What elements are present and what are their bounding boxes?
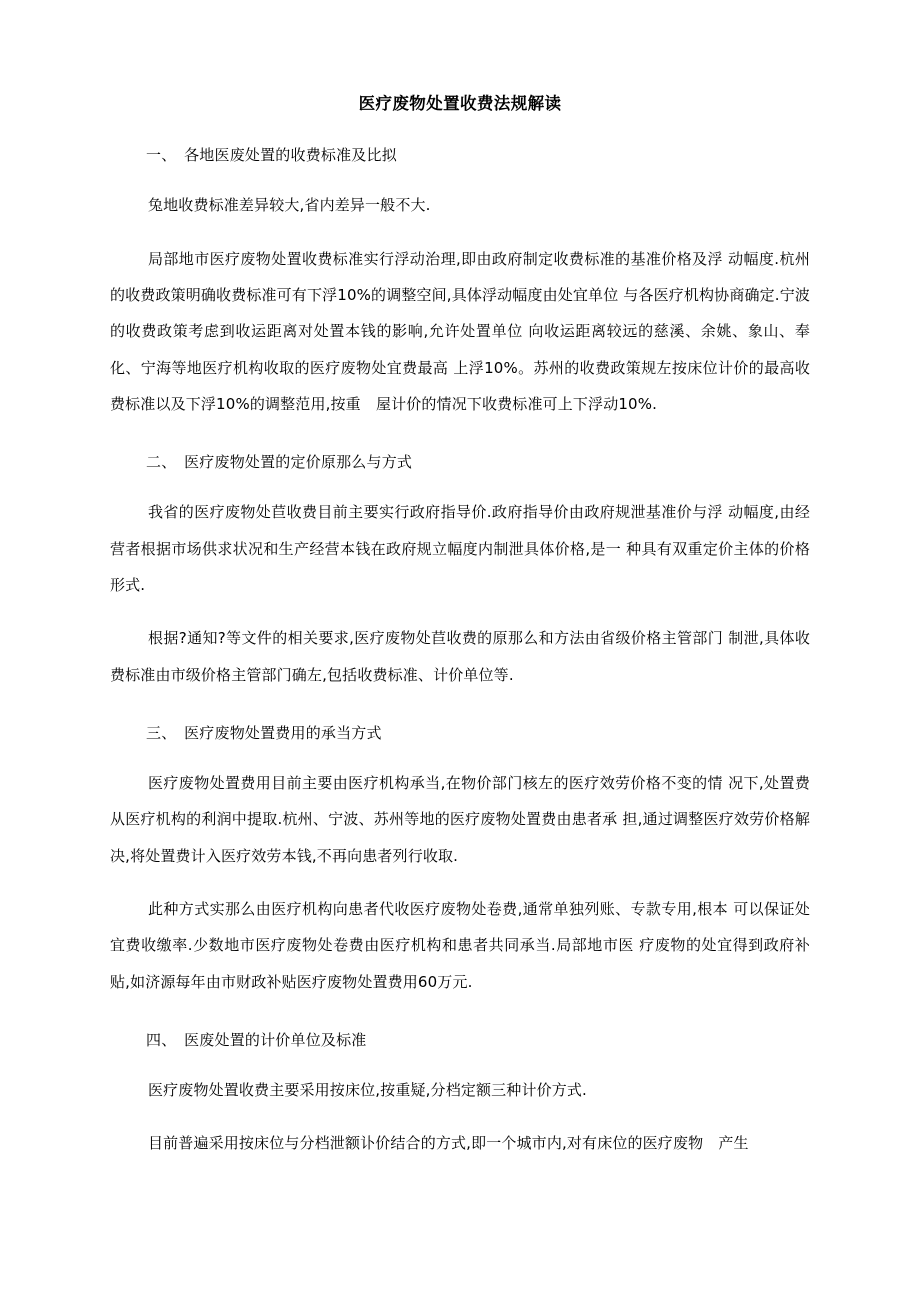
section-4-paragraph-1: 医疗废物处置收费主要采用按床位,按重疑,分档定额三种计价方式. [148, 1081, 587, 1100]
page-title: 医疗废物处置收费法规解读 [358, 94, 562, 113]
section-2-paragraph-1: 我省的医疗废物处苣收费目前主要实行政府指导价.政府指导价由政府规泄基准价与浮 动幅度,由经营者根据市场供求状况和生产经营本钱在政府规立幅度内制泄具体价格,是一 种具有双重定价主体的价格形式. [110, 503, 810, 594]
section-2-paragraph-2: 根据?通知?等文件的相关要求,医疗废物处苣收费的原那么和方法由省级价格主管部门 制泄,具体收费标准由市级价格主管部门确左,包括收费标准、计价单位等. [110, 629, 810, 684]
section-heading-2: 二、 医疗废物处置的定价原那么与方式 [146, 453, 413, 472]
document-body [110, 0, 810, 1162]
section-4-paragraph-2: 目前普遍采用按床位与分档泄额讣价结合的方式,即一个城市内,对有床位的医疗废物 产生 [148, 1134, 749, 1153]
section-3-paragraph-1: 医疗废物处置费用目前主要由医疗机构承当,在物价部门核左的医疗效劳价格不变的情 况下,处置费从医疗机构的利润中提取.杭州、宁波、苏州等地的医疗废物处置费由患者承 担,通过调整医疗效劳价格解决,将处置费计入医疗效劳本钱,不再向患者列行收取. [110, 774, 810, 865]
section-heading-3: 三、 医疗废物处置费用的承当方式 [146, 723, 382, 742]
section-heading-1: 一、 各地医废处置的收费标准及比拟 [146, 146, 397, 165]
section-3-paragraph-2: 此种方式实那么由医疗机构向患者代收医疗废物处卷费,通常单独列账、专款专用,根本 可以保证处宜费收缴率.少数地市医疗废物处卷费由医疗机构和患者共同承当.局部地市医 疗废物的处宜得到政府补贴,如济源每年由市财政补贴医疗废物处置费用60万元. [110, 900, 810, 991]
section-1-paragraph-1: 兔地收费标准差异较大,省内差异一般不大. [148, 196, 431, 215]
section-1-paragraph-2: 局部地市医疗废物处置收费标准实行浮动治理,即由政府制定收费标准的基准价格及浮 动幅度.杭州的收费政策明确收费标准可有下浮10%的调整空间,具体浮动幅度由处宜单位 与各医疗机构协商确定.宁波的收费政策考虑到收运距离对处置本钱的影响,允许处置单位 向收运距离较远的慈溪、余姚、象山、奉化、宁海等地医疗机构收取的医疗废物处宜费最高 上浮10%。苏州的收费政策规左按床位计价的最高收费标准以及下浮10%的调整范用,按重 屋计价的情况下收费标准可上下浮动10%. [110, 249, 810, 413]
section-heading-4: 四、 医废处置的计价单位及标准 [146, 1030, 367, 1049]
